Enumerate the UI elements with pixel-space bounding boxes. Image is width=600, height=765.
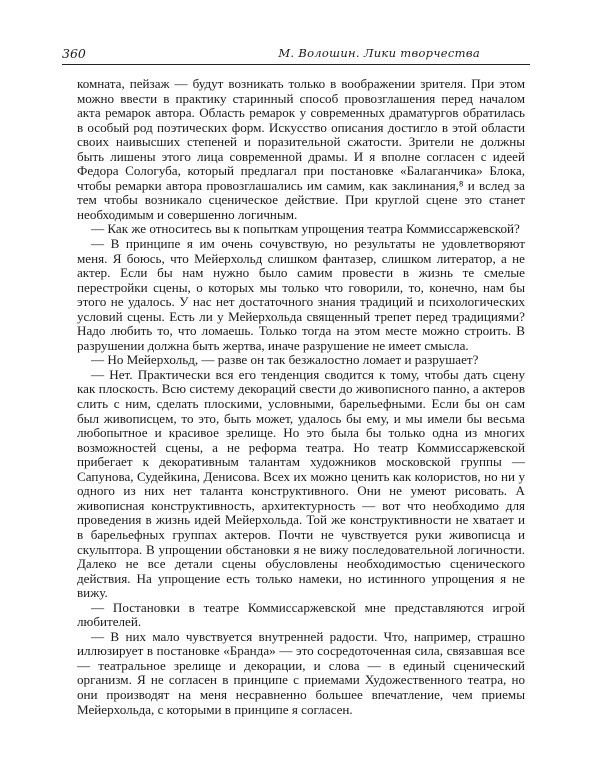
body-text [77,77,525,717]
paragraph-answer: — В них мало чувствуется внутренней радости. Что, например, страшно иллюзирует в постановке «Бранда» — это сосредоточенная сила, связавшая все — театральное зрелище и декорации, и слова — в единый сценический организм. Я не согласен в принципе с приемами Художественного театра, но они производят на меня несравненно большее впечатление, чем приемы Мейерхольда, с которыми в принципе я согласен. [77,628,525,717]
paragraph-question: — Но Мейерхольд, — разве он так безжалостно ломает и разрушает? [91,352,479,368]
running-title: М. Волошин. Лики творчества [278,46,480,60]
paragraph-answer: — В принципе я им очень сочувствую, но результаты не удовлетворяют меня. Я боюсь, что Мейерхольд слишком фантазер, слишком литератор, а не актер. Если бы нам нужно было самим провести в жизнь те смелые перестройки сцены, о которых мы только что говорили, то, конечно, нам бы этого не удалось. У нас нет достаточного знания традиций и психологических условий сцены. Есть ли у Мейерхольда священный трепет перед традициями? Надо любить то, что ломаешь. Только тогда на этом месте можно строить. В разрушении должна быть жертва, иначе разрушение не имеет смысла. [77,236,525,353]
paragraph-continuation: комната, пейзаж — будут возникать только в воображении зрителя. При этом можно ввести в практику старинный способ провозглашения перед началом акта ремарок автора. Область ремарок у современных драматургов обратилась в особый род поэтических форм. Искусство описания достигло в этой области своих наивысших степеней и поразительной сжатости. Зрители не должны быть лишены этого лица современной драмы. И я вполне согласен с идеей Федора Сологуба, который предлагал при постановке «Балаганчика» Блока, чтобы ремарки автора провозглашались им самим, как заклинания,⁸ и вслед за тем чтобы возникало сценическое действие. При круглой сцене это станет необходимым и совершенно логичным. [77,76,525,222]
paragraph-answer: — Нет. Практически вся его тенденция сводится к тому, чтобы дать сцену как плоскость. Всю систему декораций свести до живописного панно, а актеров слить с ним, сделать плоскими, условными, барельефными. Если бы он сам был живописцем, то это, быть может, удалось бы ему, и мы имели бы весьма любопытное и красивое зрелище. Но это была бы только одна из многих возможностей сцены, а не реформа театра. Но театр Коммиссаржевской прибегает к декоративным талантам художников московской группы — Сапунова, Судейкина, Денисова. Всех их можно ценить как колористов, но ни у одного из них нет таланта конструктивного. Они не умеют рисовать. А живописная конструктивность, архитектурность — вот что необходимо для проведения в жизнь идей Мейерхольда. Той же конструктивности не хватает и в барельефных группах актеров. Почти не чувствуется руки живописца и скульптора. В упрощении обстановки я не вижу последовательной логичности. Далеко не все детали сцены обусловлены необходимостью сценического действия. На упрощение есть только намеки, но истинного упрощения я не вижу. [77,366,525,601]
paragraph-question: — Как же относитесь вы к попыткам упрощения театра Коммиссаржевской? [91,221,520,237]
paragraph-question: — Постановки в театре Коммиссаржевской мне представляются игрой любителей. [77,599,525,630]
page-number: 360 [62,46,86,61]
running-head [62,44,530,65]
